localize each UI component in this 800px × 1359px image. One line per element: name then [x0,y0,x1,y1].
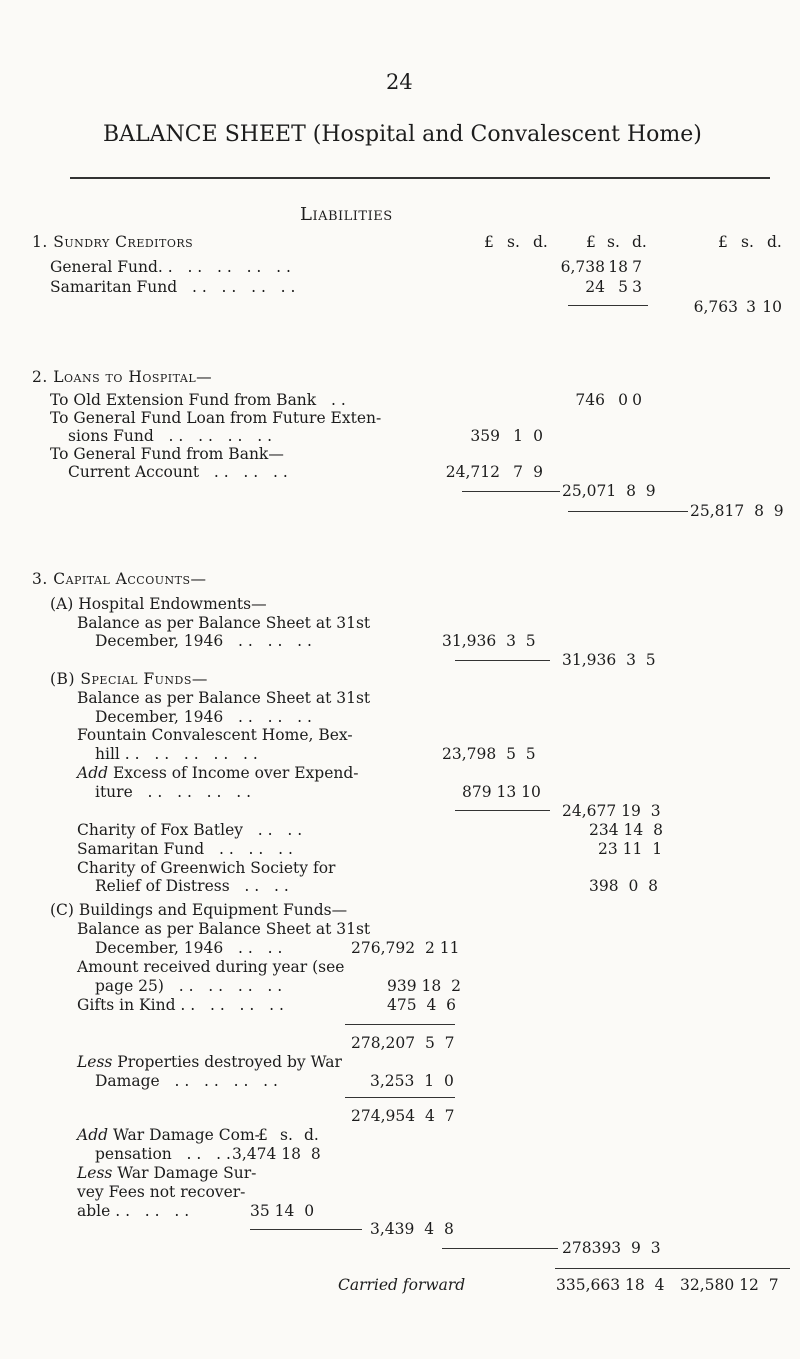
buildings-label: (C) Buildings and Equipment Funds— [50,901,348,919]
excess-line2: iture . . . . . . . . [95,783,251,801]
col3-shilling: s. [741,233,754,251]
old-extension-d: 0 [632,391,642,409]
col1-pound: £ [484,233,494,251]
samaritan-fund-d: 3 [632,278,642,296]
net-adjustment: 3,439 4 8 [370,1220,454,1238]
excess-line1 [77,766,359,782]
received-line2: page 25) . . . . . . . . [95,977,283,995]
special-funds-line2: December, 1946 . . . . . . [95,708,312,726]
less-properties-line1-text: Properties destroyed by War [112,1053,342,1071]
page-number: 24 [386,70,413,94]
compensation-amount: 3,474 18 8 [232,1145,321,1163]
survey-line1-text: War Damage Sur- [112,1164,257,1182]
samaritan-special-amount: 23 11 1 [598,840,663,858]
fox-batley-amount: 234 14 8 [589,821,663,839]
section1-label: 1. Sundry Creditors [32,233,194,251]
section2-subtotal: 25,071 8 9 [562,482,656,500]
fountain-line1: Fountain Convalescent Home, Bex- [77,726,353,744]
section2-total-rule [568,511,688,512]
compensation-line1 [77,1128,260,1144]
less-properties-amount: 3,253 1 0 [370,1072,454,1090]
col2-pound: £ [586,233,596,251]
buildings-balance-amount: 276,792 2 11 [351,939,460,957]
buildings-subtotal1-rule [345,1024,455,1025]
old-extension-pounds: 746 [575,391,605,409]
section2-label: 2. Loans to Hospital— [32,368,213,386]
endowments-total: 31,936 3 5 [562,651,656,669]
endowments-rule [455,660,550,661]
special-funds-label: (B) Special Funds— [50,670,208,688]
survey-line2: vey Fees not recover- [77,1183,246,1201]
general-loan-s: 1 [513,427,523,445]
received-line1: Amount received during year (see [77,958,345,976]
greenwich-line2: Relief of Distress . . . . [95,877,289,895]
general-bank-d: 9 [533,463,543,481]
survey-line3: able . . . . . . [77,1202,190,1220]
general-bank-s: 7 [513,463,523,481]
section1-total-d: 10 [762,298,782,316]
col2-pence: d. [632,233,647,251]
samaritan-fund-label: Samaritan Fund . . . . . . . . [50,278,296,296]
general-loan-line1: To General Fund Loan from Future Exten- [50,409,382,427]
fountain-line2: hill . . . . . . . . . . [95,745,258,763]
excess-amount: 879 13 10 [462,783,541,801]
section2-sub-rule [462,491,560,492]
general-loan-line2: sions Fund . . . . . . . . [68,427,272,445]
col3-pence: d. [767,233,782,251]
carried-forward-col2: 32,580 12 7 [680,1276,779,1294]
col1-shilling: s. [507,233,520,251]
gifts-amount: 475 4 6 [387,996,457,1014]
fountain-total: 24,677 19 3 [562,802,661,820]
net-adjustment-rule [250,1229,362,1230]
comp-col-shilling: s. [280,1126,293,1144]
buildings-subtotal2-rule [345,1097,455,1098]
gifts-label: Gifts in Kind . . . . . . . . [77,996,284,1014]
less-properties-line1 [77,1055,342,1071]
endowments-label: (A) Hospital Endowments— [50,595,267,613]
col3-pound: £ [718,233,728,251]
general-bank-pounds: 24,712 [445,463,500,481]
endowments-amount: 31,936 3 5 [442,632,536,650]
samaritan-special-label: Samaritan Fund . . . . . . [77,840,293,858]
general-bank-line1: To General Fund from Bank— [50,445,284,463]
survey-line1 [77,1166,256,1182]
bexhill-amount: 23,798 5 5 [442,745,536,763]
general-fund-label: General Fund. . . . . . . . . . [50,258,291,276]
buildings-line1: Balance as per Balance Sheet at 31st [77,920,371,938]
section1-total-s: 3 [746,298,756,316]
general-fund-pounds: 6,738 [560,258,605,276]
col2-shilling: s. [607,233,620,251]
old-extension-label: To Old Extension Fund from Bank . . [50,391,346,409]
samaritan-fund-pounds: 24 [585,278,605,296]
general-loan-pounds: 359 [470,427,500,445]
compensation-line1-text: War Damage Com- [108,1126,260,1144]
buildings-subtotal2: 274,954 4 7 [351,1107,455,1125]
general-fund-d: 7 [632,258,642,276]
endowments-line2: December, 1946 . . . . . . [95,632,312,650]
general-fund-s: 18 [608,258,628,276]
less-properties-word: Less [77,1053,113,1071]
carried-forward-label: Carried forward [338,1276,466,1294]
compensation-add-word: Add [77,1126,109,1144]
survey-amount: 35 14 0 [250,1202,315,1220]
general-loan-d: 0 [533,427,543,445]
fox-batley-label: Charity of Fox Batley . . . . [77,821,303,839]
page-title: BALANCE SHEET (Hospital and Convalescent Home) [103,122,702,147]
endowments-line1: Balance as per Balance Sheet at 31st [77,614,371,632]
buildings-line2: December, 1946 . . . . [95,939,283,957]
greenwich-amount: 398 0 8 [589,877,659,895]
special-funds-line1: Balance as per Balance Sheet at 31st [77,689,371,707]
liabilities-heading: Liabilities [300,204,393,225]
fountain-rule [455,810,550,811]
excess-line1-text: Excess of Income over Expend- [108,764,359,782]
buildings-total-rule [442,1248,558,1249]
general-bank-line2: Current Account . . . . . . [68,463,288,481]
section3-label: 3. Capital Accounts— [32,570,207,588]
carried-forward-col1: 335,663 18 4 [556,1276,665,1294]
greenwich-line1: Charity of Greenwich Society for [77,859,336,877]
excess-add-word: Add [77,764,109,782]
section2-total: 25,817 8 9 [690,502,784,520]
compensation-line2: pensation . . . . [95,1145,231,1163]
col1-pence: d. [533,233,548,251]
less-properties-line2: Damage . . . . . . . . [95,1072,278,1090]
section1-rule [568,305,648,306]
samaritan-fund-s: 5 [618,278,628,296]
buildings-total: 278393 9 3 [562,1239,661,1257]
comp-col-pence: d. [304,1126,319,1144]
comp-col-pound: £ [258,1126,268,1144]
title-rule [70,177,770,179]
old-extension-s: 0 [618,391,628,409]
carried-forward-rule [555,1268,790,1269]
received-amount: 939 18 2 [387,977,461,995]
buildings-subtotal1: 278,207 5 7 [351,1034,455,1052]
section1-total-pounds: 6,763 [693,298,738,316]
survey-less-word: Less [77,1164,113,1182]
